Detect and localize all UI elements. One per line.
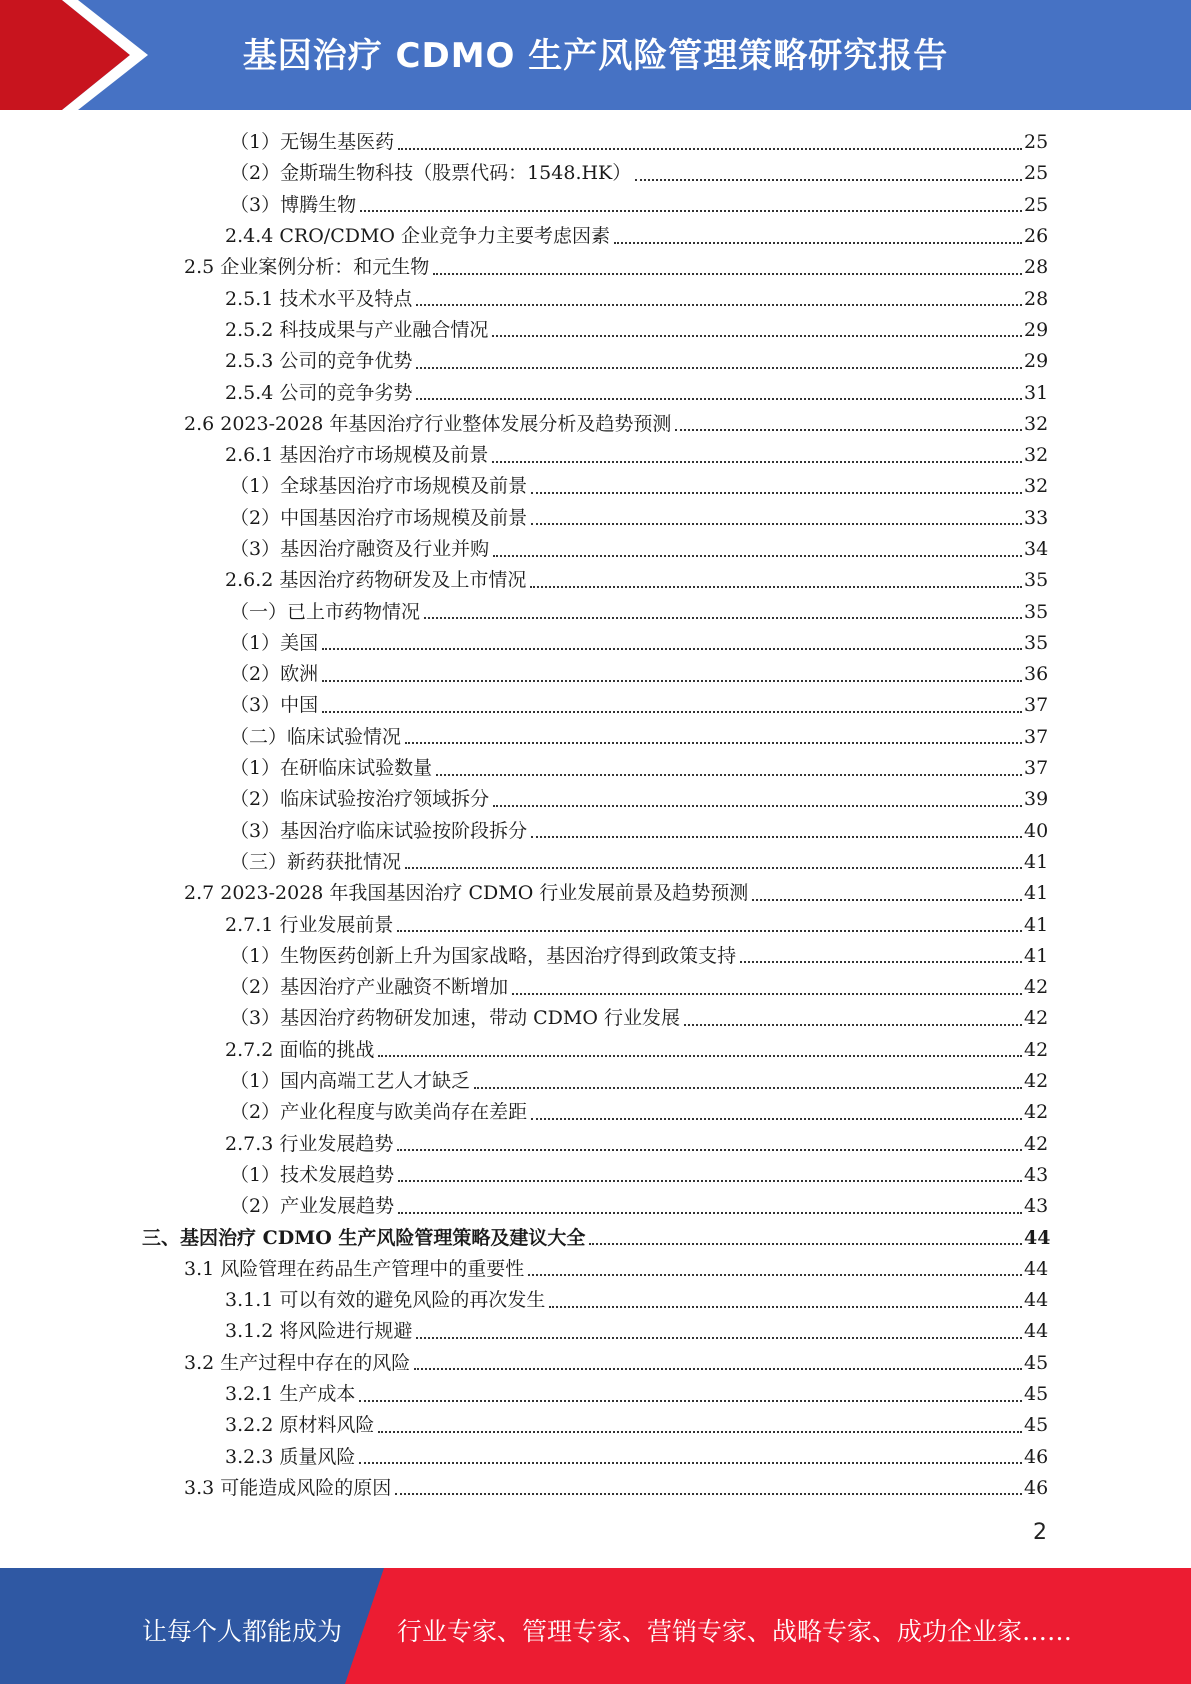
toc-entry[interactable] bbox=[230, 596, 1048, 627]
toc-entry-label: （2）金斯瑞生物科技（股票代码：1548.HK） bbox=[230, 162, 632, 185]
dot-leader bbox=[436, 774, 1022, 776]
toc-entry[interactable] bbox=[230, 847, 1048, 878]
toc-entry-page: 41 bbox=[1024, 913, 1049, 936]
toc-entry-page: 25 bbox=[1024, 131, 1049, 154]
toc-entry[interactable] bbox=[230, 1191, 1048, 1222]
dot-leader bbox=[424, 617, 1022, 619]
toc-entry-label: 2.5.1 技术水平及特点 bbox=[225, 287, 413, 310]
toc-entry-page: 44 bbox=[1024, 1320, 1049, 1343]
toc-entry-page: 45 bbox=[1024, 1383, 1049, 1406]
toc-entry[interactable] bbox=[230, 158, 1048, 189]
toc-entry-label: （三）新药获批情况 bbox=[230, 850, 402, 873]
toc-entry-label: 2.4.4 CRO/CDMO 企业竞争力主要考虑因素 bbox=[225, 225, 611, 248]
toc-entry-label: 3.2.3 质量风险 bbox=[225, 1445, 356, 1468]
dot-leader bbox=[416, 1337, 1022, 1339]
toc-entry-page: 44 bbox=[1024, 1226, 1051, 1249]
dot-leader bbox=[614, 242, 1022, 244]
toc-entry-label: 2.7.2 面临的挑战 bbox=[225, 1038, 375, 1061]
toc-entry[interactable] bbox=[184, 878, 1048, 909]
toc-entry-page: 43 bbox=[1024, 1163, 1049, 1186]
toc-entry[interactable] bbox=[225, 1035, 1048, 1066]
toc-entry-page: 25 bbox=[1024, 162, 1049, 185]
toc-entry-label: （一）已上市药物情况 bbox=[230, 600, 421, 623]
toc-entry-page: 34 bbox=[1024, 538, 1049, 560]
toc-entry-label: 2.6.2 基因治疗药物研发及上市情况 bbox=[225, 569, 527, 592]
dot-leader bbox=[493, 805, 1022, 807]
toc-entry[interactable] bbox=[230, 784, 1048, 815]
toc-entry-page: 46 bbox=[1024, 1476, 1049, 1499]
toc-entry-label: 3.2.2 原材料风险 bbox=[225, 1414, 375, 1437]
dot-leader bbox=[531, 523, 1022, 525]
toc-entry[interactable] bbox=[230, 471, 1048, 502]
dot-leader bbox=[492, 335, 1022, 337]
toc-entry-page: 42 bbox=[1024, 976, 1049, 999]
toc-entry-label: 3.1.2 将风险进行规避 bbox=[225, 1320, 413, 1343]
header-banner bbox=[0, 0, 1191, 110]
toc-entry-label: （二）临床试验情况 bbox=[230, 725, 402, 748]
toc-entry-page: 32 bbox=[1024, 444, 1049, 467]
toc-entry-page: 32 bbox=[1024, 412, 1049, 435]
toc-entry[interactable] bbox=[230, 690, 1048, 721]
toc-entry-page: 41 bbox=[1024, 882, 1049, 905]
dot-leader bbox=[675, 429, 1022, 431]
toc-entry-page: 29 bbox=[1024, 350, 1049, 373]
toc-entry[interactable] bbox=[184, 252, 1048, 283]
table-of-contents bbox=[0, 127, 1191, 1504]
toc-entry-page: 29 bbox=[1024, 318, 1049, 341]
toc-entry-page: 37 bbox=[1024, 757, 1049, 780]
toc-entry-page: 42 bbox=[1024, 1038, 1049, 1061]
toc-entry-label: 3.3 可能造成风险的原因 bbox=[184, 1476, 392, 1499]
dot-leader bbox=[416, 398, 1022, 400]
toc-entry-page: 42 bbox=[1024, 1101, 1049, 1124]
toc-entry-page: 39 bbox=[1024, 788, 1049, 811]
dot-leader bbox=[531, 1118, 1022, 1120]
toc-entry[interactable] bbox=[230, 816, 1048, 847]
toc-entry[interactable] bbox=[225, 283, 1048, 314]
toc-entry[interactable] bbox=[230, 503, 1048, 534]
dot-leader bbox=[493, 555, 1022, 557]
dot-leader bbox=[397, 930, 1022, 932]
toc-entry[interactable] bbox=[142, 1222, 1051, 1253]
toc-entry-page: 42 bbox=[1024, 1007, 1049, 1030]
toc-entry[interactable] bbox=[230, 534, 1048, 565]
toc-entry-page: 42 bbox=[1024, 1070, 1049, 1093]
toc-entry-page: 28 bbox=[1024, 287, 1049, 310]
toc-entry-page: 41 bbox=[1024, 850, 1049, 873]
toc-entry[interactable] bbox=[184, 1254, 1048, 1285]
toc-entry[interactable] bbox=[230, 127, 1048, 158]
toc-entry[interactable] bbox=[230, 972, 1048, 1003]
toc-entry[interactable] bbox=[225, 440, 1048, 471]
dot-leader bbox=[531, 836, 1022, 838]
toc-entry-page: 41 bbox=[1024, 944, 1049, 967]
dot-leader bbox=[322, 711, 1022, 713]
dot-leader bbox=[474, 1087, 1022, 1089]
toc-entry[interactable] bbox=[225, 346, 1048, 377]
dot-leader bbox=[398, 1180, 1022, 1182]
toc-entry[interactable] bbox=[225, 1285, 1048, 1316]
dot-leader bbox=[359, 1400, 1022, 1402]
toc-entry-label: 2.5.4 公司的竞争劣势 bbox=[225, 381, 413, 404]
dot-leader bbox=[395, 1493, 1022, 1495]
toc-entry[interactable] bbox=[225, 1441, 1048, 1472]
toc-entry-label: （1）技术发展趋势 bbox=[230, 1163, 395, 1186]
toc-entry-label: （2）基因治疗产业融资不断增加 bbox=[230, 976, 509, 999]
toc-entry-page: 36 bbox=[1024, 663, 1049, 686]
toc-entry[interactable] bbox=[230, 722, 1048, 753]
toc-entry-label: （1）国内高端工艺人才缺乏 bbox=[230, 1070, 471, 1093]
toc-entry-label: （1）无锡生基医药 bbox=[230, 131, 395, 154]
toc-entry[interactable] bbox=[230, 1097, 1048, 1128]
dot-leader bbox=[322, 648, 1022, 650]
dot-leader bbox=[549, 1306, 1022, 1308]
toc-entry-label: 三、基因治疗 CDMO 生产风险管理策略及建议大全 bbox=[142, 1226, 586, 1249]
toc-entry-label: 2.6.1 基因治疗市场规模及前景 bbox=[225, 444, 489, 467]
dot-leader bbox=[531, 492, 1022, 494]
toc-entry-label: （3）基因治疗药物研发加速，带动 CDMO 行业发展 bbox=[230, 1007, 680, 1030]
toc-entry-page: 44 bbox=[1024, 1257, 1049, 1280]
toc-entry-page: 43 bbox=[1024, 1195, 1049, 1218]
toc-entry-label: 2.7 2023-2028 年我国基因治疗 CDMO 行业发展前景及趋势预测 bbox=[184, 882, 749, 905]
toc-entry[interactable] bbox=[225, 1129, 1048, 1160]
toc-entry-page: 40 bbox=[1024, 819, 1049, 842]
toc-entry[interactable] bbox=[230, 941, 1048, 972]
toc-entry[interactable] bbox=[225, 1379, 1048, 1410]
dot-leader bbox=[528, 1274, 1022, 1276]
dot-leader bbox=[416, 367, 1022, 369]
toc-entry-label: （2）中国基因治疗市场规模及前景 bbox=[230, 506, 528, 529]
toc-entry-page: 37 bbox=[1024, 725, 1049, 748]
toc-entry-label: 2.5.2 科技成果与产业融合情况 bbox=[225, 318, 489, 341]
dot-leader bbox=[635, 179, 1022, 181]
toc-entry-page: 45 bbox=[1024, 1414, 1049, 1437]
toc-entry[interactable] bbox=[184, 1473, 1048, 1504]
toc-entry[interactable] bbox=[230, 628, 1048, 659]
toc-entry[interactable] bbox=[225, 909, 1048, 940]
toc-entry-page: 35 bbox=[1024, 569, 1049, 592]
toc-entry-page: 35 bbox=[1024, 631, 1049, 654]
toc-entry[interactable] bbox=[225, 315, 1048, 346]
toc-entry-label: 2.7.3 行业发展趋势 bbox=[225, 1132, 394, 1155]
toc-entry-label: （2）产业化程度与欧美尚存在差距 bbox=[230, 1101, 528, 1124]
toc-entry-page: 44 bbox=[1024, 1289, 1049, 1312]
dot-leader bbox=[589, 1243, 1022, 1245]
toc-entry-label: （3）中国 bbox=[230, 694, 319, 717]
toc-entry[interactable] bbox=[230, 753, 1048, 784]
document-title: 基因治疗 CDMO 生产风险管理策略研究报告 bbox=[242, 36, 949, 76]
dot-leader bbox=[398, 148, 1022, 150]
toc-entry-page: 37 bbox=[1024, 694, 1049, 717]
dot-leader bbox=[397, 1149, 1022, 1151]
dot-leader bbox=[752, 899, 1022, 901]
toc-entry[interactable] bbox=[230, 1003, 1048, 1034]
footer-banner bbox=[0, 1568, 1191, 1684]
toc-entry[interactable] bbox=[184, 1348, 1048, 1379]
dot-leader bbox=[398, 1212, 1022, 1214]
toc-entry[interactable] bbox=[230, 1160, 1048, 1191]
toc-entry[interactable] bbox=[225, 1410, 1048, 1441]
toc-entry[interactable] bbox=[225, 221, 1048, 252]
toc-entry-label: 3.2.1 生产成本 bbox=[225, 1383, 356, 1406]
toc-entry-page: 28 bbox=[1024, 256, 1049, 279]
dot-leader bbox=[740, 961, 1022, 963]
toc-entry-page: 46 bbox=[1024, 1445, 1049, 1468]
toc-entry-page: 35 bbox=[1024, 600, 1049, 623]
toc-entry-page: 31 bbox=[1024, 381, 1049, 404]
toc-entry[interactable] bbox=[225, 1316, 1048, 1347]
toc-entry-label: 2.5 企业案例分析：和元生物 bbox=[184, 256, 430, 279]
toc-entry[interactable] bbox=[184, 409, 1048, 440]
toc-entry-page: 32 bbox=[1024, 475, 1049, 498]
dot-leader bbox=[360, 210, 1022, 212]
toc-entry-label: 3.1.1 可以有效的避免风险的再次发生 bbox=[225, 1289, 546, 1312]
toc-entry-label: （2）欧洲 bbox=[230, 663, 319, 686]
toc-entry-label: 3.2 生产过程中存在的风险 bbox=[184, 1351, 411, 1374]
toc-entry-page: 45 bbox=[1024, 1351, 1049, 1374]
dot-leader bbox=[322, 680, 1022, 682]
dot-leader bbox=[378, 1431, 1022, 1433]
toc-entry-label: （3）基因治疗临床试验按阶段拆分 bbox=[230, 819, 528, 842]
toc-entry[interactable] bbox=[225, 377, 1048, 408]
toc-entry-label: 2.5.3 公司的竞争优势 bbox=[225, 350, 413, 373]
dot-leader bbox=[378, 1055, 1022, 1057]
dot-leader bbox=[492, 461, 1022, 463]
toc-entry-label: （2）临床试验按治疗领域拆分 bbox=[230, 788, 490, 811]
toc-entry-label: 3.1 风险管理在药品生产管理中的重要性 bbox=[184, 1257, 525, 1280]
footer-slogan-left: 让每个人都能成为 bbox=[142, 1617, 343, 1646]
toc-entry-label: （2）产业发展趋势 bbox=[230, 1195, 395, 1218]
toc-entry-label: （3）基因治疗融资及行业并购 bbox=[230, 538, 490, 560]
dot-leader bbox=[414, 1368, 1022, 1370]
footer-slogan-right: 行业专家、管理专家、营销专家、战略专家、成功企业家…… bbox=[397, 1617, 1073, 1646]
dot-leader bbox=[359, 1462, 1022, 1464]
dot-leader bbox=[684, 1024, 1022, 1026]
page-number: 2 bbox=[1033, 1520, 1047, 1545]
toc-entry[interactable] bbox=[230, 1066, 1048, 1097]
toc-entry-label: （1）美国 bbox=[230, 631, 319, 654]
toc-entry-label: （1）生物医药创新上升为国家战略，基因治疗得到政策支持 bbox=[230, 944, 737, 967]
dot-leader bbox=[512, 993, 1022, 995]
dot-leader bbox=[405, 742, 1022, 744]
toc-entry[interactable] bbox=[225, 565, 1048, 596]
dot-leader bbox=[405, 867, 1022, 869]
toc-entry-page: 33 bbox=[1024, 506, 1049, 529]
toc-entry[interactable] bbox=[230, 190, 1048, 221]
toc-entry-label: 2.6 2023-2028 年基因治疗行业整体发展分析及趋势预测 bbox=[184, 412, 672, 435]
toc-entry-page: 25 bbox=[1024, 193, 1049, 216]
dot-leader bbox=[433, 273, 1022, 275]
toc-entry-page: 42 bbox=[1024, 1132, 1049, 1155]
dot-leader bbox=[530, 586, 1022, 588]
toc-entry-label: 2.7.1 行业发展前景 bbox=[225, 913, 394, 936]
dot-leader bbox=[416, 304, 1022, 306]
toc-entry[interactable] bbox=[230, 659, 1048, 690]
toc-entry-label: （1）全球基因治疗市场规模及前景 bbox=[230, 475, 528, 498]
toc-entry-label: （3）博腾生物 bbox=[230, 193, 357, 216]
toc-entry-page: 26 bbox=[1024, 225, 1049, 248]
toc-entry-label: （1）在研临床试验数量 bbox=[230, 757, 433, 780]
